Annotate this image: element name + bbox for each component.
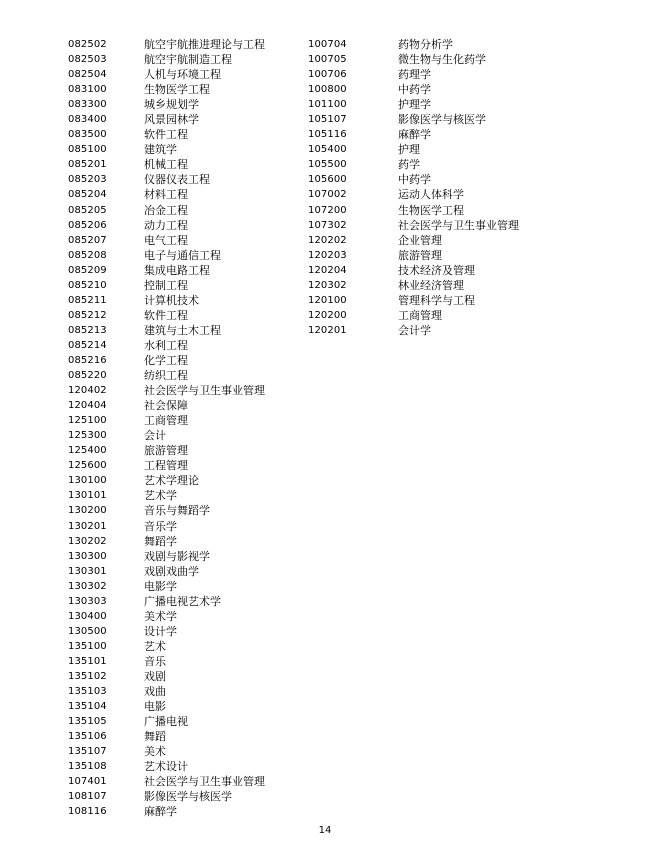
discipline-name: 机械工程 <box>144 158 188 172</box>
discipline-name: 社会医学与卫生事业管理 <box>144 384 265 398</box>
discipline-name: 材料工程 <box>144 188 188 202</box>
discipline-code: 085213 <box>68 324 107 336</box>
discipline-name: 艺术学理论 <box>144 474 199 488</box>
discipline-name: 动力工程 <box>144 218 188 232</box>
discipline-code: 085205 <box>68 204 107 216</box>
discipline-name: 护理学 <box>398 98 431 112</box>
discipline-name: 药理学 <box>398 68 431 82</box>
discipline-name: 会计学 <box>398 323 431 337</box>
discipline-code: 130201 <box>68 520 107 532</box>
discipline-code: 130100 <box>68 475 107 487</box>
discipline-code: 130101 <box>68 490 107 502</box>
discipline-name: 人机与环境工程 <box>144 68 221 82</box>
discipline-code: 130500 <box>68 625 107 637</box>
discipline-name: 舞蹈学 <box>144 534 177 548</box>
discipline-name: 中药学 <box>398 173 431 187</box>
discipline-code: 135106 <box>68 731 107 743</box>
discipline-name: 计算机技术 <box>144 293 199 307</box>
discipline-code: 135108 <box>68 761 107 773</box>
discipline-code: 082502 <box>68 39 107 50</box>
discipline-name: 旅游管理 <box>398 248 442 262</box>
discipline-name: 麻醉学 <box>144 805 177 819</box>
discipline-code: 130200 <box>68 505 107 517</box>
discipline-name: 美术学 <box>144 609 177 623</box>
discipline-code: 108116 <box>68 806 107 818</box>
discipline-code: 085207 <box>68 234 107 246</box>
discipline-name: 音乐 <box>144 654 166 668</box>
discipline-name: 戏曲 <box>144 685 166 699</box>
discipline-code: 135101 <box>68 655 107 667</box>
discipline-code: 083300 <box>68 99 107 111</box>
discipline-name: 软件工程 <box>144 128 188 142</box>
discipline-name: 社会保障 <box>144 399 188 413</box>
discipline-code: 101100 <box>308 99 347 111</box>
discipline-name: 戏剧戏曲学 <box>144 564 199 578</box>
discipline-code: 085210 <box>68 279 107 291</box>
discipline-code: 105500 <box>308 159 347 171</box>
discipline-code: 125100 <box>68 415 107 427</box>
discipline-name: 戏剧与影视学 <box>144 549 210 563</box>
discipline-code: 085204 <box>68 189 107 201</box>
discipline-code: 085203 <box>68 174 107 186</box>
discipline-name: 工商管理 <box>144 414 188 428</box>
discipline-code: 130302 <box>68 580 107 592</box>
discipline-name: 电影 <box>144 700 166 714</box>
discipline-name: 中药学 <box>398 83 431 97</box>
discipline-name: 旅游管理 <box>144 444 188 458</box>
discipline-name: 航空宇航推进理论与工程 <box>144 38 265 51</box>
discipline-code: 100706 <box>308 69 347 81</box>
discipline-code: 100800 <box>308 84 347 96</box>
discipline-name: 城乡规划学 <box>144 98 199 112</box>
discipline-name: 纺织工程 <box>144 369 188 383</box>
discipline-name: 电子与通信工程 <box>144 248 221 262</box>
discipline-code: 120302 <box>308 279 347 291</box>
discipline-name: 运动人体科学 <box>398 188 464 202</box>
discipline-name: 集成电路工程 <box>144 263 210 277</box>
discipline-name: 风景园林学 <box>144 113 199 127</box>
discipline-code: 105400 <box>308 144 347 156</box>
discipline-code: 125300 <box>68 430 107 442</box>
discipline-name: 建筑学 <box>144 143 177 157</box>
discipline-code: 083100 <box>68 84 107 96</box>
discipline-code: 105107 <box>308 114 347 126</box>
discipline-name: 企业管理 <box>398 233 442 247</box>
discipline-name: 工程管理 <box>144 459 188 473</box>
discipline-code: 130301 <box>68 565 107 577</box>
discipline-name: 化学工程 <box>144 353 188 367</box>
discipline-code: 105116 <box>308 129 347 141</box>
discipline-name: 电影学 <box>144 579 177 593</box>
discipline-code: 082504 <box>68 69 107 81</box>
discipline-name: 影像医学与核医学 <box>144 790 232 804</box>
discipline-name: 美术 <box>144 745 166 759</box>
discipline-name: 社会医学与卫生事业管理 <box>144 775 265 789</box>
discipline-code: 085206 <box>68 219 107 231</box>
discipline-code: 120100 <box>308 294 347 306</box>
discipline-code: 135100 <box>68 640 107 652</box>
discipline-code: 120203 <box>308 249 347 261</box>
discipline-code: 105600 <box>308 174 347 186</box>
discipline-code: 107302 <box>308 219 347 231</box>
discipline-name: 仪器仪表工程 <box>144 173 210 187</box>
discipline-name: 冶金工程 <box>144 203 188 217</box>
discipline-code: 120202 <box>308 234 347 246</box>
discipline-name: 航空宇航制造工程 <box>144 53 232 67</box>
discipline-code: 107200 <box>308 204 347 216</box>
discipline-name: 社会医学与卫生事业管理 <box>398 218 519 232</box>
discipline-code: 085212 <box>68 309 107 321</box>
discipline-code: 120200 <box>308 309 347 321</box>
discipline-name: 艺术学 <box>144 489 177 503</box>
discipline-code: 130400 <box>68 610 107 622</box>
discipline-name: 软件工程 <box>144 308 188 322</box>
discipline-code: 130303 <box>68 595 107 607</box>
discipline-name: 广播电视 <box>144 715 188 729</box>
discipline-name: 工商管理 <box>398 308 442 322</box>
discipline-name: 麻醉学 <box>398 128 431 142</box>
discipline-code: 085211 <box>68 294 107 306</box>
discipline-name: 广播电视艺术学 <box>144 594 221 608</box>
discipline-name: 林业经济管理 <box>398 278 464 292</box>
discipline-code: 120201 <box>308 324 347 336</box>
discipline-name: 艺术设计 <box>144 760 188 774</box>
page-number: 14 <box>318 825 332 836</box>
discipline-code: 108107 <box>68 791 107 803</box>
discipline-name: 生物医学工程 <box>398 203 464 217</box>
discipline-name: 生物医学工程 <box>144 83 210 97</box>
discipline-code: 085214 <box>68 339 107 351</box>
discipline-code: 125400 <box>68 445 107 457</box>
discipline-name: 舞蹈 <box>144 730 166 744</box>
discipline-code: 135107 <box>68 746 107 758</box>
discipline-name: 微生物与生化药学 <box>398 53 486 67</box>
discipline-code: 107401 <box>68 776 107 788</box>
discipline-code: 085220 <box>68 370 107 382</box>
discipline-code: 135104 <box>68 701 107 713</box>
discipline-name: 水利工程 <box>144 338 188 352</box>
discipline-code: 085201 <box>68 159 107 171</box>
discipline-code: 085209 <box>68 264 107 276</box>
discipline-name: 药学 <box>398 158 420 172</box>
discipline-code: 085216 <box>68 354 107 366</box>
discipline-name: 音乐与舞蹈学 <box>144 504 210 518</box>
discipline-name: 设计学 <box>144 624 177 638</box>
discipline-name: 会计 <box>144 429 166 443</box>
discipline-name: 技术经济及管理 <box>398 263 475 277</box>
discipline-code: 085208 <box>68 249 107 261</box>
discipline-code: 100705 <box>308 54 347 66</box>
discipline-name: 管理科学与工程 <box>398 293 475 307</box>
discipline-name: 护理 <box>398 143 420 157</box>
discipline-code: 125600 <box>68 460 107 472</box>
discipline-code: 083500 <box>68 129 107 141</box>
discipline-code: 120204 <box>308 264 347 276</box>
discipline-code: 135105 <box>68 716 107 728</box>
discipline-code: 130300 <box>68 550 107 562</box>
discipline-name: 电气工程 <box>144 233 188 247</box>
discipline-code: 107002 <box>308 189 347 201</box>
discipline-name: 影像医学与核医学 <box>398 113 486 127</box>
discipline-code: 120402 <box>68 385 107 397</box>
discipline-code: 082503 <box>68 54 107 66</box>
discipline-name: 建筑与土木工程 <box>144 323 221 337</box>
discipline-code: 085100 <box>68 144 107 156</box>
discipline-code: 135102 <box>68 670 107 682</box>
discipline-name: 音乐学 <box>144 519 177 533</box>
discipline-name: 药物分析学 <box>398 38 453 51</box>
discipline-code: 120404 <box>68 400 107 412</box>
discipline-code: 135103 <box>68 686 107 698</box>
discipline-code: 100704 <box>308 39 347 50</box>
discipline-name: 艺术 <box>144 639 166 653</box>
discipline-code: 130202 <box>68 535 107 547</box>
discipline-name: 控制工程 <box>144 278 188 292</box>
discipline-name: 戏剧 <box>144 669 166 683</box>
discipline-code: 083400 <box>68 114 107 126</box>
